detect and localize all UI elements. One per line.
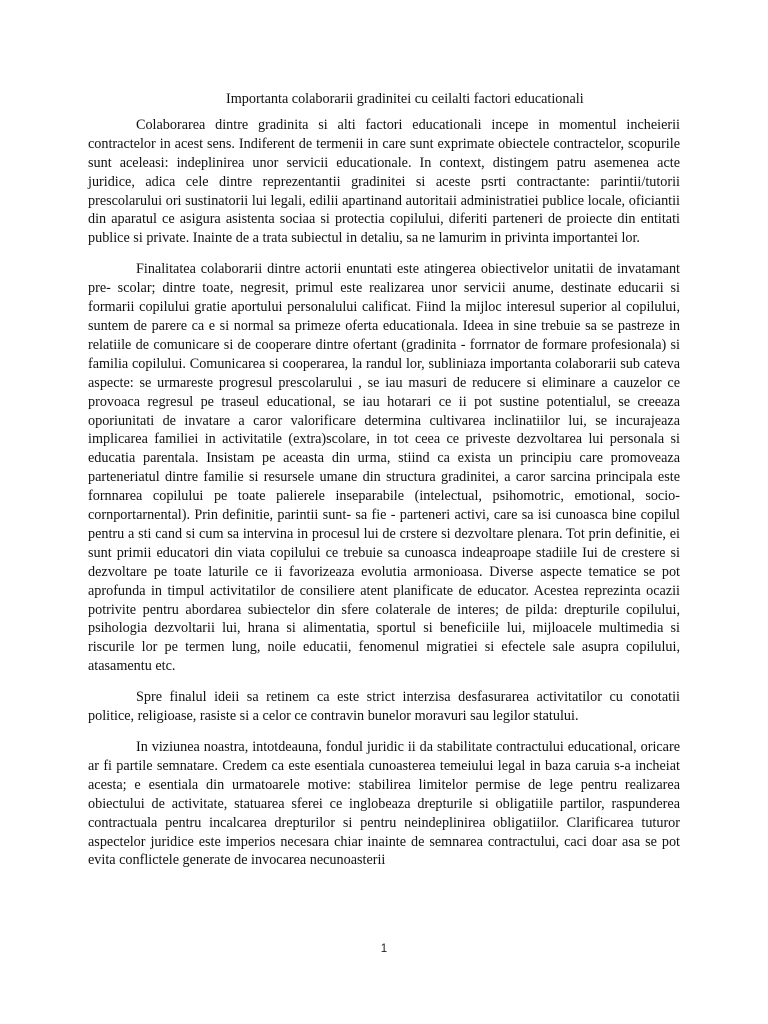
paragraph-4: In viziunea noastra, intotdeauna, fondul juridic ii da stabilitate contractului educational, oricare ar fi partile semnatare. Credem ca este esentiala cunoasterea temeiului legal in baza caruia s-a incheiat acesta; e esentiala din urmatoarele motive: stabilirea limitelor permise de lege pentru realizarea obiectului de activitate, statuarea sferei ce inglobeaza drepturile si obligatiile partilor, raspunderea contractuala pentru incalcarea drepturilor si pentru neindeplinirea obligatiilor. Clarificarea tuturor aspectelor juridice este imperios necesara chiar inainte de semnarea contractului, caci doar asa se pot evita conflictele generate de invocarea necunoasterii <box>88 739 680 869</box>
document-body <box>88 90 680 882</box>
page-number: 1 <box>380 943 388 955</box>
paragraph-2: Finalitatea colaborarii dintre actorii enuntati este atingerea obiectivelor unitatii de invatamant pre- scolar; dintre toate, negresit, primul este realizarea unor servicii anume, destinate educarii si formarii copilului gratie aportului personalului calificat. Fiind la mijloc interesul superior al copilului, suntem de parere ca e si normal sa primeze oferta educationala. Ideea in sine trebuie sa se pastreze in relatiile de comunicare si de cooperare dintre ofertant (gradinita - forrnator de formare profesionala) si familia copilului. Comunicarea si cooperarea, la randul lor, subliniaza importanta colaborarii sub cateva aspecte: se urmareste progresul prescolarului , se iau masuri de reducere si eliminare a cauzelor ce provoaca regresul pe traseul educational, se iau hotarari ce ii pot sustine potentialul, se creeaza oporiunitati de invatare a caror valorificare determina cultivarea inclinatiilor lui, se incurajeaza implicarea familiei in activitatile (extra)scolare, in tot ceea ce priveste dezvoltarea lui personala si educatia parentala. Insistam pe aceasta din urma, stiind ca exista un principiu care promoveaza parteneriatul dintre familie si resursele umane din structura gradinitei, a caror sarcina principala este fornnarea copilului pe toate palierele inseparabile (intelectual, psihomotric, emotional, socio-cornportarnental). Prin definitie, parintii sunt- sa fie - parteneri activi, care sa isi cunoasca bine copilul pentru a sti cand si cum sa intervina in procesul lui de crstere si dezvoltare plenara. Tot prin definitie, ei sunt primii educatori din viata copilului ce trebuie sa cunoasca indeaproape stadiile Iui de crestere si dezvoltare pe toate laturile ce ii favorizeaza evolutia armonioasa. Diverse aspecte tematice se pot aprofunda in timpul activitatilor de consiliere atent planificate de educator. Acestea reprezinta ocazii potrivite pentru abordarea subiectelor din sfere colaterale de interes; de pilda: drepturile copilului, psihologia dezvoltarii lui, hrana si alimentatia, sportul si beneficiile lui, mijloacele multimedia si riscurile lor pe termen lung, noile educatii, fenomenul migratiei si efectele sale asupra copilului, atasamentu etc. <box>88 261 680 675</box>
paragraph-1: Colaborarea dintre gradinita si alti factori educationali incepe in momentul incheierii contractelor in acest sens. Indiferent de termenii in care sunt exprimate obiectele contractelor, scopurile sunt aceleasi: indeplinirea unor servicii educationale. In context, distingem patru asemenea acte juridice, adica cele dintre reprezentantii gradinitei si aceste psrti contractante: parintii/tutorii prescolarului ori sustinatorii lui legali, edilii apartinand autoritaii administratiei publice locale, oficiantii din aparatul ce asigura asistenta sociaa si protectia copilului, diferiti parteneri de proiecte din entitati publice si private. Inainte de a trata subiectul in detaliu, sa ne lamurim in privinta importantei lor. <box>88 116 680 247</box>
paragraph-3: Spre finalul ideii sa retinem ca este strict interzisa desfasurarea activitatilor cu conotatii politice, religioase, rasiste si a celor ce contravin bunelor moravuri sau legilor statului. <box>88 689 680 725</box>
document-title: Importanta colaborarii gradinitei cu ceilalti factori educationali <box>226 91 584 107</box>
